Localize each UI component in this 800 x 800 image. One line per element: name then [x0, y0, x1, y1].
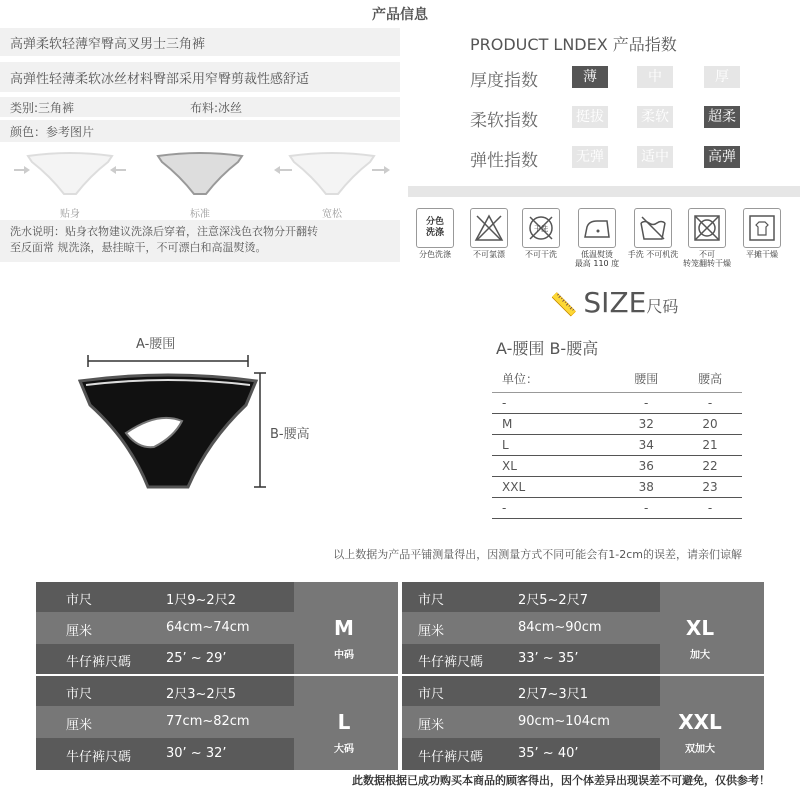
handwash-icon-svg	[638, 213, 668, 243]
row-label: 市尺	[66, 593, 93, 608]
footer-note: 此数据根据已成功购买本商品的顾客得出，因个体差异出现误差不可避免，仅供参考！	[352, 774, 770, 787]
size-title-text: SIZE	[583, 286, 647, 319]
value-cell: 1尺9~2尺2	[166, 593, 236, 608]
separate-wash-icon-text: 分色 洗涤	[425, 217, 444, 238]
conversion-panel-m	[36, 582, 398, 674]
product-description: 高弹性轻薄柔软冰丝材料臀部采用窄臀剪裁性感舒适	[0, 62, 400, 92]
no-soak-icon-svg	[474, 213, 504, 243]
fit-standard-label: 标准	[190, 209, 210, 220]
row-label: 市尺	[418, 593, 445, 608]
elasticity-option-none: 无弹	[572, 146, 608, 168]
no-tumble-dry-icon-svg	[692, 213, 722, 243]
size-badge: XXL	[678, 710, 722, 734]
thickness-label: 厚度指数	[470, 71, 538, 91]
thickness-option-thick: 厚	[704, 66, 740, 88]
fit-loose-icon	[272, 146, 392, 206]
table-header-unit: 单位：	[492, 366, 614, 392]
size-badge: XL	[685, 616, 715, 640]
elasticity-option-high: 高弹	[704, 146, 740, 168]
handwash-icon	[634, 208, 672, 248]
value-cell: 84cm~90cm	[518, 620, 602, 635]
fit-loose	[272, 146, 392, 220]
no-dryclean-label: 不可干洗	[525, 250, 557, 259]
fit-tight-label: 贴身	[60, 209, 80, 220]
low-iron-label: 低温熨烫 最高 110 度	[574, 250, 620, 268]
row-label: 厘米	[66, 718, 93, 733]
flat-dry-icon	[743, 208, 781, 248]
product-meta-row	[0, 97, 400, 117]
table-row: XL 36 22	[492, 455, 742, 476]
size-subtitle: 尺码	[646, 297, 679, 316]
conversion-panel-xxl	[402, 676, 764, 770]
thickness-option-medium: 中	[637, 66, 673, 88]
fit-tight-icon	[10, 146, 130, 206]
fit-standard	[140, 146, 260, 220]
fit-loose-label: 宽松	[322, 209, 342, 220]
elasticity-option-moderate: 适中	[637, 146, 673, 168]
table-row: M 32 20	[492, 413, 742, 434]
no-tumble-dry-icon	[688, 208, 726, 248]
row-label: 牛仔裤尺碼	[66, 655, 132, 670]
thickness-option-thin: 薄	[572, 66, 608, 88]
row-label: 厘米	[66, 624, 93, 639]
value-cell: 2尺3~2尺5	[166, 687, 236, 702]
low-iron-icon-svg	[581, 213, 613, 243]
size-disclaimer: 以上数据为产品平铺测量得出，因测量方式不同可能会有1-2cm的误差，请亲们谅解	[333, 548, 742, 561]
table-header-waist: 腰围	[614, 366, 678, 392]
no-soak-label: 不可氯漂	[473, 250, 505, 259]
product-fabric: 布料:冰丝	[190, 100, 243, 115]
product-category: 类别:三角裤	[10, 100, 75, 115]
value-cell: 25’ ~ 29’	[166, 651, 227, 666]
size-badge: M	[334, 616, 354, 640]
softness-option-super-soft: 超柔	[704, 106, 740, 128]
size-badge-cn: 加大	[690, 650, 710, 661]
fit-options	[10, 146, 390, 220]
size-title	[550, 286, 678, 319]
table-row: XXL 38 23	[492, 476, 742, 497]
product-name: 高弹柔软轻薄窄臀高叉男士三角裤	[0, 28, 400, 56]
no-dryclean-icon-svg	[526, 213, 556, 243]
svg-text:干洗: 干洗	[534, 225, 548, 233]
index-heading: PRODUCT LNDEX 产品指数	[470, 35, 677, 54]
page-title: 产品信息	[372, 7, 428, 23]
softness-label: 柔软指数	[470, 111, 538, 131]
separate-wash-label: 分色洗涤	[419, 250, 451, 259]
size-badge-cn: 双加大	[685, 744, 715, 755]
ruler-icon: 📏	[550, 293, 578, 318]
separate-wash-icon	[416, 208, 454, 248]
softness-option-stiff: 挺拔	[572, 106, 608, 128]
row-label: 市尺	[66, 687, 93, 702]
softness-option-soft: 柔软	[637, 106, 673, 128]
no-tumble-dry-label: 不可 转笼翻转干燥	[683, 250, 731, 268]
table-row: L 34 21	[492, 434, 742, 455]
elasticity-label: 弹性指数	[470, 151, 538, 171]
value-cell: 30’ ~ 32’	[166, 746, 227, 761]
table-row: - - -	[492, 392, 742, 413]
conversion-panel-l	[36, 676, 398, 770]
table-header-height: 腰高	[678, 366, 742, 392]
flat-dry-icon-svg	[747, 213, 777, 243]
fit-standard-icon	[140, 146, 260, 206]
conversion-panel-xl	[402, 582, 764, 674]
diagram-label-a: A-腰围	[136, 337, 176, 352]
diagram-label-b: B-腰高	[270, 427, 310, 442]
wash-note-line2: 至反面常 规洗涤，悬挂晾干，不可漂白和高温熨烫。	[10, 241, 267, 254]
row-label: 牛仔裤尺碼	[66, 750, 132, 765]
size-badge-cn: 大码	[334, 744, 354, 755]
flat-dry-label: 平摊干燥	[746, 250, 778, 259]
value-cell: 35’ ~ 40’	[518, 746, 579, 761]
size-table	[492, 366, 742, 519]
no-soak-icon	[470, 208, 508, 248]
value-cell: 2尺7~3尺1	[518, 687, 588, 702]
value-cell: 90cm~104cm	[518, 714, 610, 729]
size-badge-cn: 中码	[334, 650, 354, 661]
product-color: 颜色：参考图片	[0, 120, 400, 142]
value-cell: 33’ ~ 35’	[518, 651, 579, 666]
row-label: 市尺	[418, 687, 445, 702]
row-label: 牛仔裤尺碼	[418, 655, 484, 670]
row-label: 厘米	[418, 718, 445, 733]
row-label: 牛仔裤尺碼	[418, 750, 484, 765]
wash-note	[0, 220, 400, 262]
size-table-header	[492, 366, 742, 392]
no-dryclean-icon	[522, 208, 560, 248]
handwash-label: 手洗 不可机洗	[627, 250, 679, 259]
table-row: - - -	[492, 497, 742, 518]
size-legend: A-腰围 B-腰高	[496, 339, 599, 358]
low-iron-icon	[578, 208, 616, 248]
fit-tight	[10, 146, 130, 220]
wash-note-line1: 洗水说明：贴身衣物建议洗涤后穿着，注意深浅色衣物分开翻转	[10, 225, 318, 238]
value-cell: 64cm~74cm	[166, 620, 250, 635]
divider-bar	[408, 186, 800, 197]
value-cell: 77cm~82cm	[166, 714, 250, 729]
size-badge: L	[337, 710, 351, 734]
value-cell: 2尺5~2尺7	[518, 593, 588, 608]
underwear-diagram	[78, 345, 268, 495]
row-label: 厘米	[418, 624, 445, 639]
